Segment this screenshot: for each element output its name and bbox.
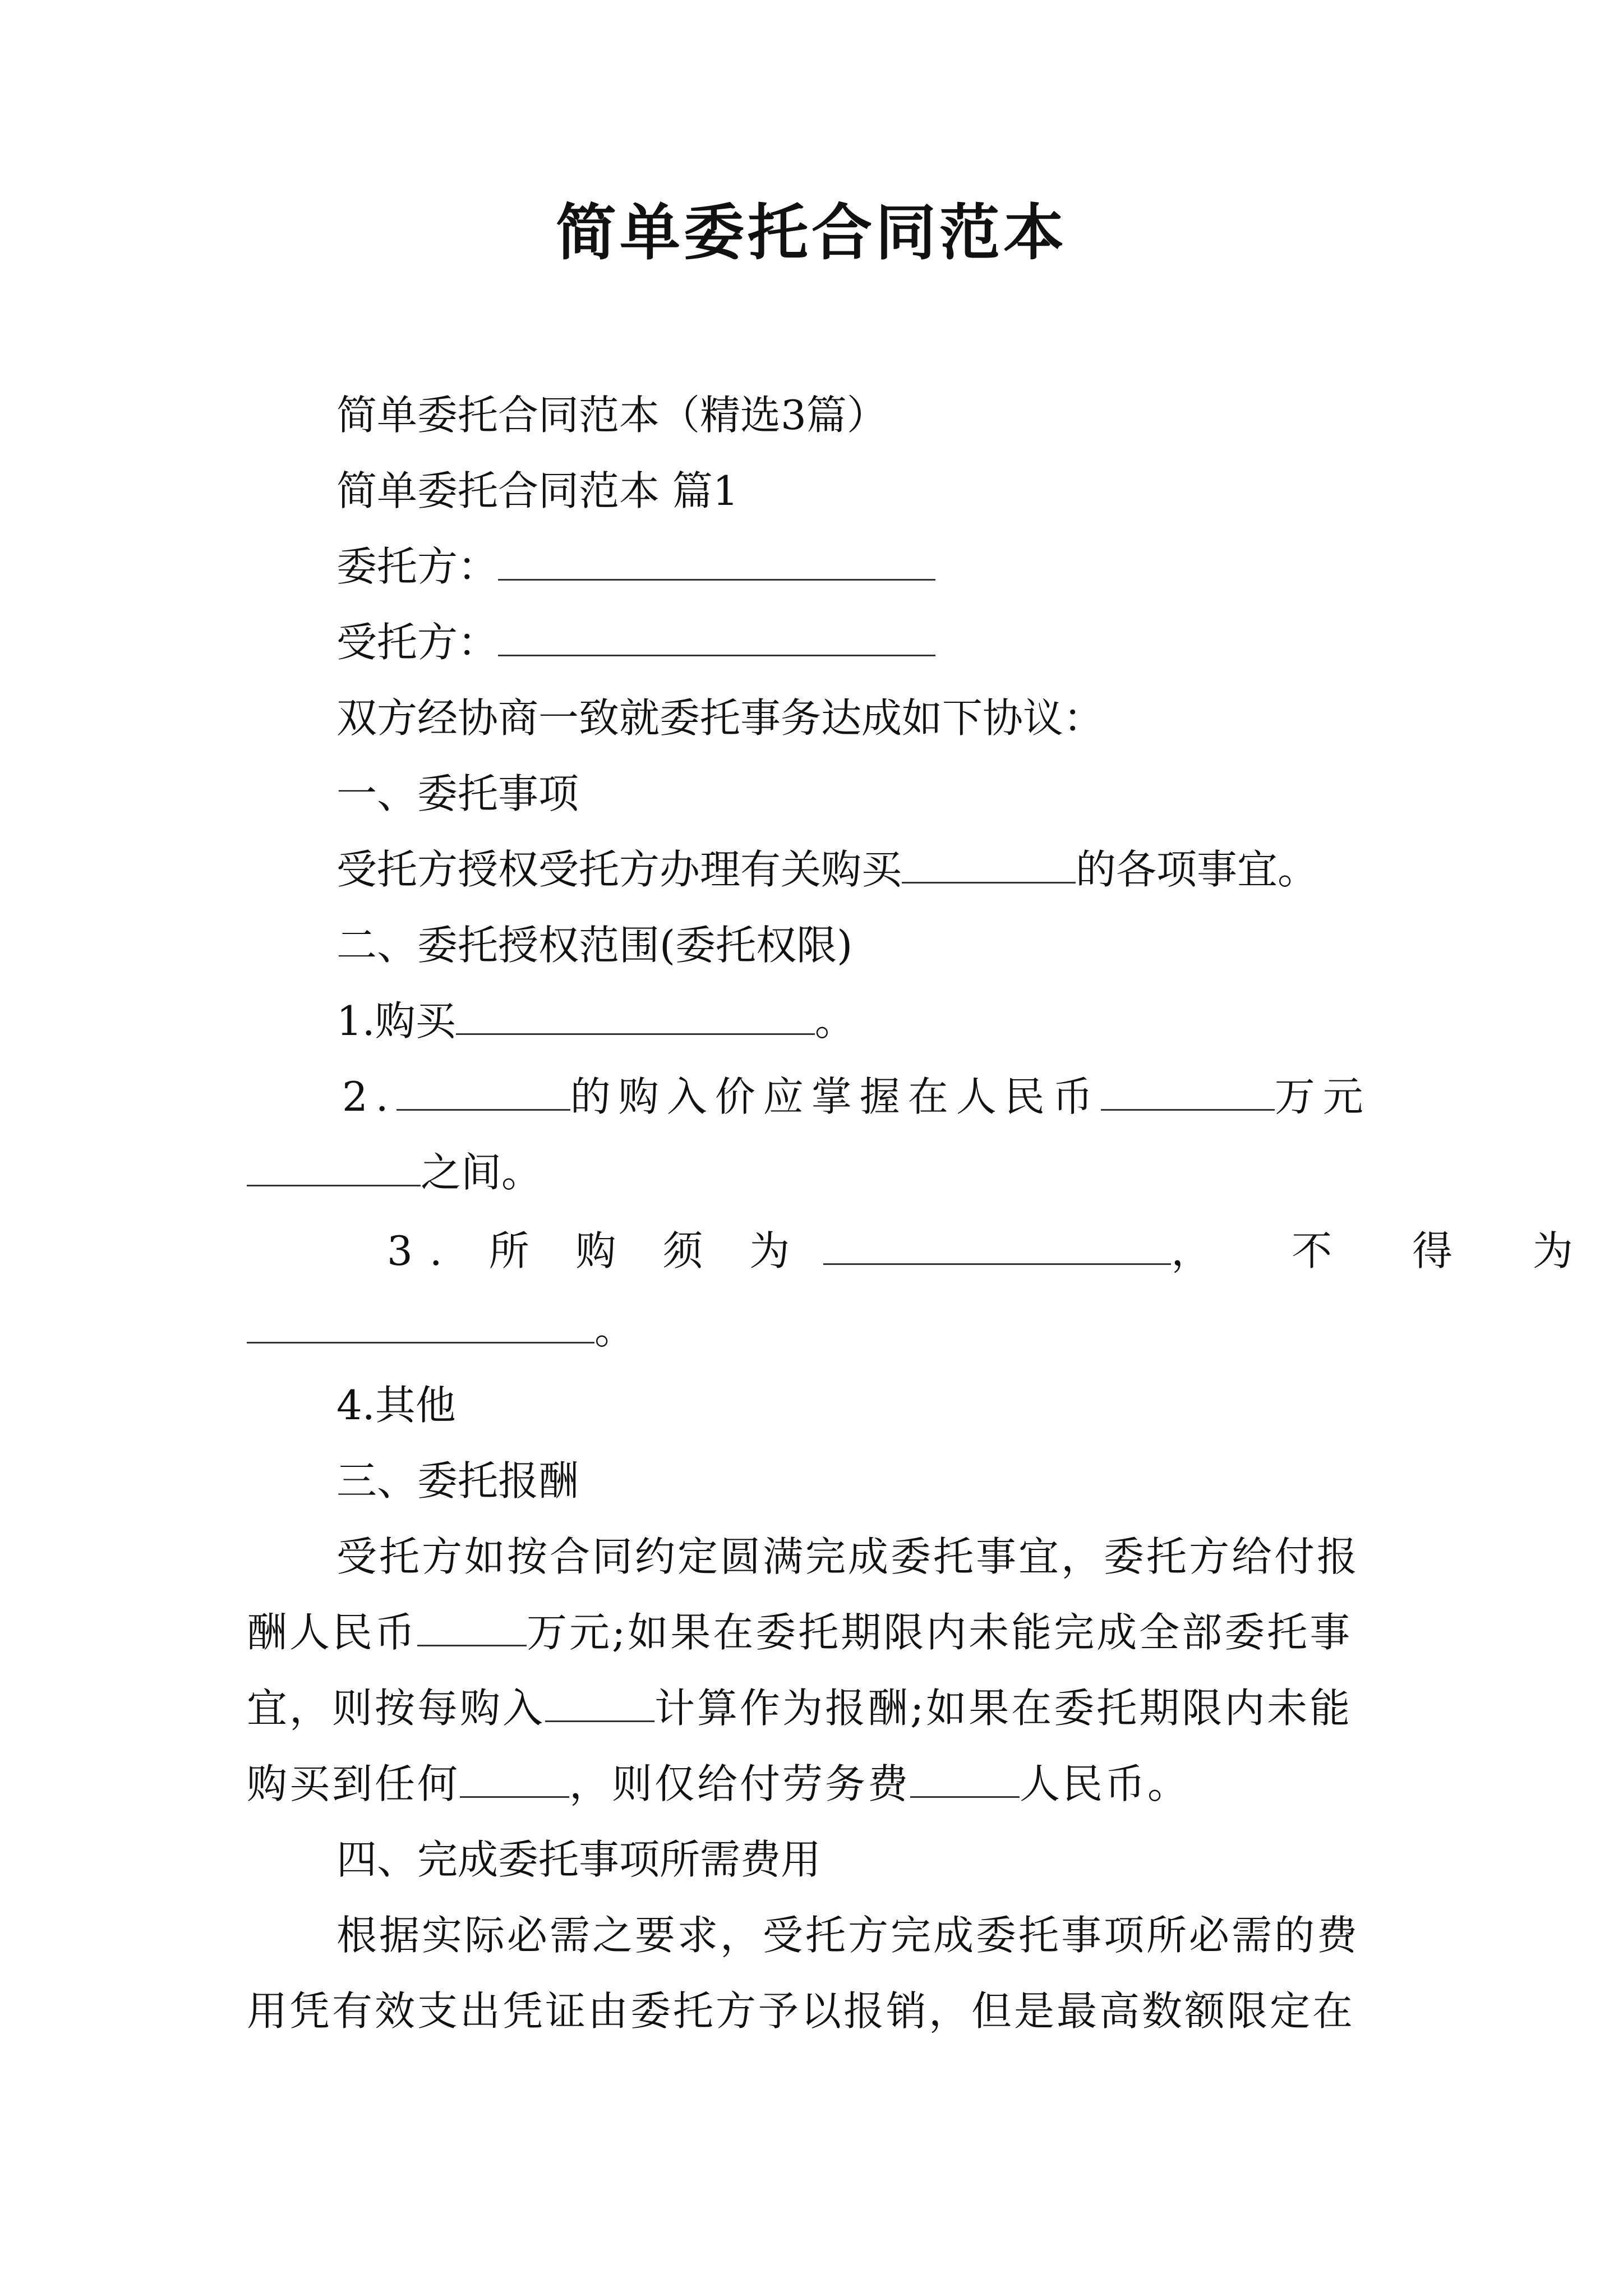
clause-1-part-a: 受托方授权受托方办理有关购买 <box>336 846 902 893</box>
reward-blank-c <box>460 1759 569 1798</box>
item-3-cont <box>247 1301 635 1358</box>
expense-line-2: 用凭有效支出凭证由委托方予以报销，但是最高数额限定在 <box>247 1987 1355 2035</box>
clause-heading-4: 四、完成委托事项所需费用 <box>336 1836 822 1883</box>
clause-1-text <box>336 841 1318 898</box>
item-2-text: 的购入价应掌握在人民币 <box>570 1073 1101 1120</box>
item-3-text: ， 不 得 为 <box>1171 1227 1607 1274</box>
item-2-cont <box>247 1144 542 1200</box>
clause-heading-3: 三、委托报酬 <box>336 1457 579 1504</box>
reward-line-1: 受托方如按合同约定圆满完成委托事宜，委托方给付报 <box>336 1533 1360 1580</box>
clause-1-part-b: 的各项事宜。 <box>1076 846 1318 893</box>
item-2-blank-a <box>396 1072 570 1111</box>
item-2-blank-c <box>247 1148 421 1186</box>
document-title: 简单委托合同范本 <box>555 197 1067 268</box>
item-3-blank-a <box>823 1226 1171 1265</box>
reward-text-d: 计算作为报酬;如果在委托期限内未能 <box>654 1685 1353 1732</box>
clause-heading-2: 二、委托授权范围(委托权限) <box>336 922 853 969</box>
reward-line-2 <box>247 1604 1352 1660</box>
subtitle-line: 简单委托合同范本（精选3篇） <box>336 392 887 439</box>
item-3-label: 3. 所 购 须 为 <box>387 1227 807 1274</box>
reward-text-f: ，则仅给付劳务费 <box>569 1760 911 1807</box>
item-3-end: 。 <box>594 1306 635 1353</box>
agent-label: 受托方： <box>336 619 499 666</box>
reward-text-g: 人民币。 <box>1020 1760 1191 1807</box>
section-heading-1: 简单委托合同范本 篇1 <box>336 467 739 514</box>
agent-line <box>336 614 935 670</box>
clause-heading-1: 一、委托事项 <box>336 770 579 817</box>
reward-text-a: 酬人民币 <box>247 1609 418 1656</box>
reward-line-4 <box>247 1756 1190 1812</box>
agent-blank <box>498 618 935 656</box>
item-1 <box>336 993 855 1049</box>
expense-line-1: 根据实际必需之要求，受托方完成委托事项所必需的费 <box>336 1912 1360 1959</box>
item-2-unit: 万元 <box>1274 1073 1371 1120</box>
item-3-blank-b <box>247 1305 594 1343</box>
client-label: 委托方： <box>336 543 499 590</box>
reward-text-c: 宜，则按每购入 <box>247 1685 546 1732</box>
item-2-blank-b <box>1101 1072 1275 1111</box>
item-1-label: 1.购买 <box>336 997 456 1045</box>
item-1-end: 。 <box>814 997 855 1045</box>
item-4: 4.其他 <box>336 1382 456 1429</box>
reward-text-b: 万元;如果在委托期限内未能完成全部委托事 <box>527 1609 1353 1656</box>
item-2-label: 2. <box>342 1073 396 1120</box>
reward-text-e: 购买到任何 <box>247 1760 460 1807</box>
reward-blank-d <box>910 1759 1020 1798</box>
reward-line-3 <box>247 1680 1352 1736</box>
client-line <box>336 539 935 595</box>
reward-blank-b <box>545 1683 654 1722</box>
item-2-end: 之间。 <box>421 1149 542 1196</box>
item-2 <box>342 1069 1371 1125</box>
agreement-intro: 双方经协商一致就委托事务达成如下协议： <box>336 694 1104 742</box>
purchase-item-blank <box>902 845 1076 884</box>
item-3 <box>387 1223 1607 1279</box>
item-1-blank <box>456 996 815 1035</box>
reward-blank-a <box>417 1608 527 1646</box>
client-blank <box>498 542 935 581</box>
